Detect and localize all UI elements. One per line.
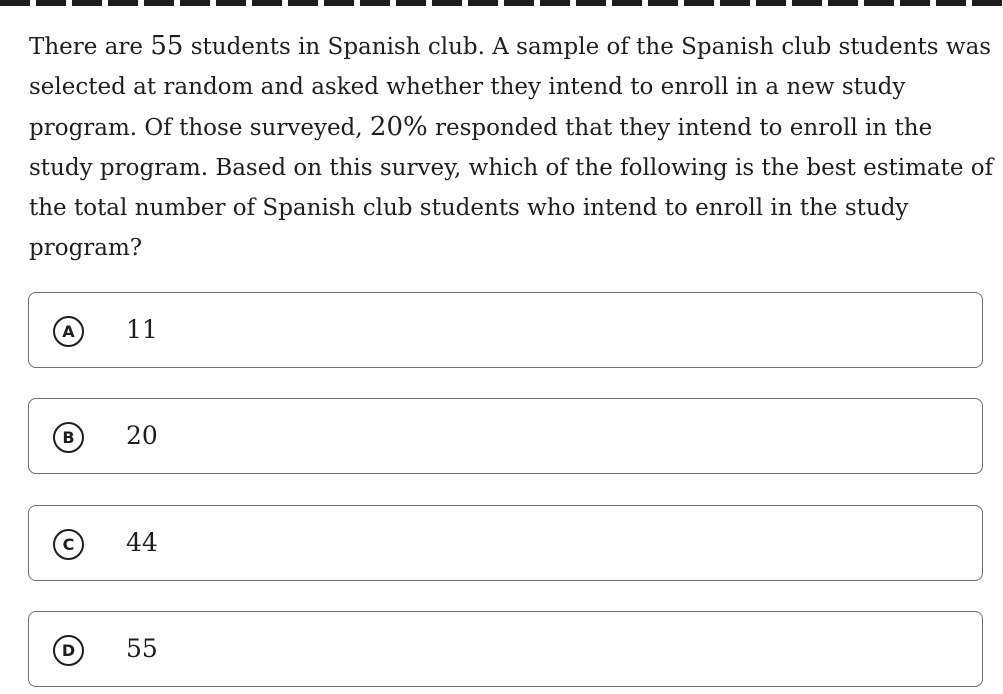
question-text-part3: responded that they intend to enroll in the study program. Based on this survey, which of the following is the best estimate of the total number of Spanish club students who intend to enroll in the study program?	[29, 115, 994, 261]
choice-b-value: 20	[126, 421, 158, 450]
choice-b[interactable]	[28, 398, 983, 474]
survey-percent: 20%	[369, 112, 428, 142]
choice-d-letter-icon: D	[53, 635, 84, 666]
choice-d[interactable]	[28, 611, 983, 687]
question-text-part2: students in Spanish club. A sample of the Spanish club students was selected at random and asked whether they intend to enroll in a new study program. Of those surveyed,	[29, 34, 992, 141]
choice-c-value: 44	[126, 528, 158, 557]
choice-c-letter-icon: C	[53, 529, 84, 560]
choice-d-value: 55	[126, 634, 158, 663]
choice-b-letter-icon: B	[53, 422, 84, 453]
top-divider	[0, 0, 1003, 6]
question-text-part1: There are	[29, 34, 151, 60]
question-text	[29, 26, 997, 268]
student-count: 55	[150, 31, 184, 61]
choice-c[interactable]	[28, 505, 983, 581]
choice-a[interactable]	[28, 292, 983, 368]
choice-a-value: 11	[126, 315, 158, 344]
choice-a-letter-icon: A	[53, 316, 84, 347]
